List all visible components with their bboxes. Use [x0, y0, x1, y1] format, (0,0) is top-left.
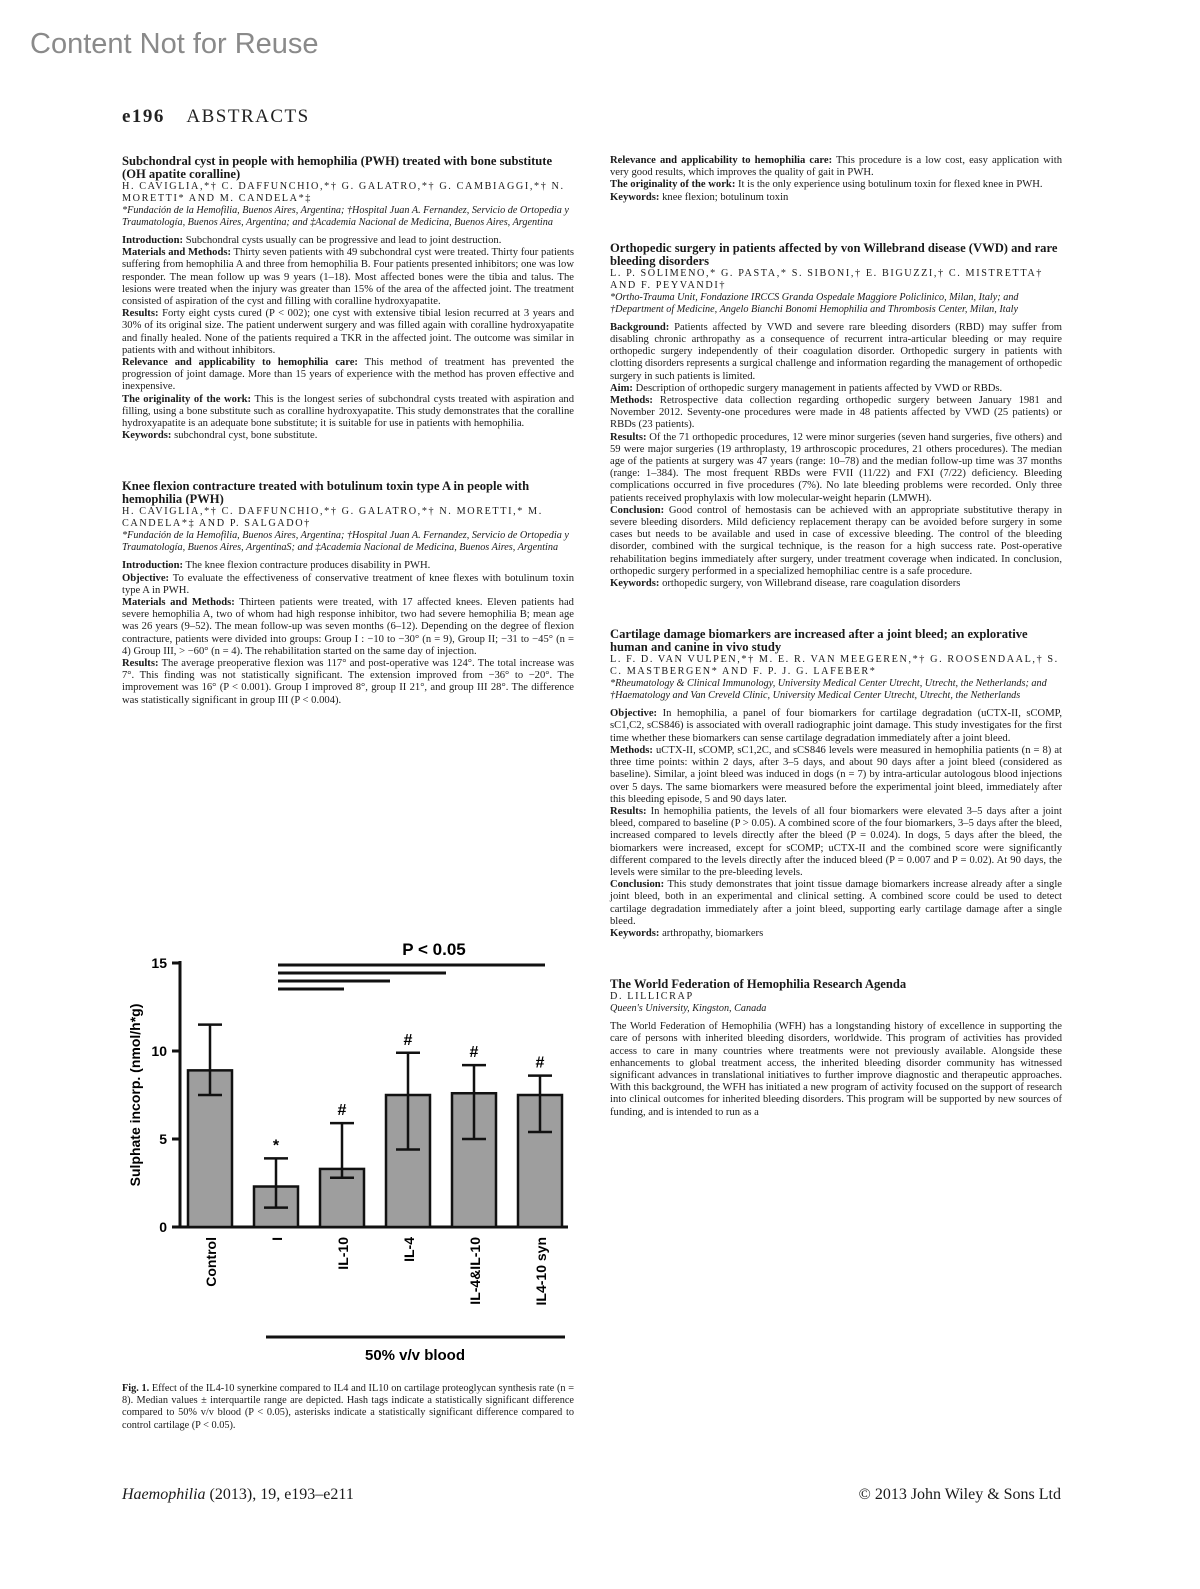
x-tick-label: IL-4 [401, 1237, 417, 1262]
abstract-wfh-research-agenda [610, 978, 1062, 1119]
journal-citation: (2013), 19, e193–e211 [209, 1486, 354, 1503]
significance-marker: # [337, 1102, 347, 1120]
x-tick-label: IL-10 [335, 1237, 351, 1270]
page-header [122, 106, 310, 128]
x-axis-label: 50% v/v blood [364, 1347, 466, 1364]
left-column [122, 155, 574, 707]
abstract-title: Orthopedic surgery in patients affected by von Willebrand disease (VWD) and rare bleeding disorders [610, 240, 1058, 268]
abstract-affiliation: Queen's University, Kingston, Canada [610, 1003, 767, 1015]
caption-label: Fig. 1. [122, 1383, 150, 1394]
section-originality: The originality of the work: This is the longest series of subchondral cysts treated with aspiration and filling, using a bone substitute such as coralline hydroxyapatite. This study demonstrates that the coralline hydroxyapatite is an adequate bone substitute; it is suitable for use in patients with hemophilia. [122, 393, 574, 430]
abstract-affiliation: *Ortho-Trauma Unit, Fondazione IRCCS Granda Ospedale Maggiore Policlinico, Milan, Italy; and †Department of Medicine, Angelo Bianchi Bonomi Hemophilia and Thrombosis Center, Milan, Italy [610, 291, 1019, 315]
abstract-authors: H. CAVIGLIA,*† C. DAFFUNCHIO,*† G. GALATRO,*† N. MORETTI,* M. CANDELA*‡ AND P. SALGADO† [122, 506, 543, 530]
abstract-subchondral-cyst [122, 155, 574, 442]
section-methods: Methods: uCTX-II, sCOMP, sC1,2C, and sCS846 levels were measured in hemophilia patients (n = 8) at three time points: within 2 days, after 3–5 days, and about 90 days after a joint bleed (considered as baseline). Similar, a joint bleed was induced in dogs (n = 7) by intra-articular autologous blood injections over 5 days. The same biomarkers were measured before the experimental joint bleed, immediately after this bleeding episode, 5 and 90 days later. [610, 744, 1062, 805]
abstract-authors: D. LILLICRAP [610, 991, 694, 1003]
abstract-orthopedic-surgery [610, 242, 1062, 590]
x-tick-label: I [269, 1237, 285, 1241]
figure-caption [122, 1383, 574, 1432]
section-aim: Aim: Description of orthopedic surgery management in patients affected by VWD or RBDs. [610, 382, 1003, 394]
section-introduction: Introduction: The knee flexion contracture produces disability in PWH. [122, 560, 431, 572]
y-tick-label: 15 [151, 955, 167, 971]
significance-marker: # [535, 1054, 545, 1072]
abstract-authors: L. P. SOLIMENO,* G. PASTA,* S. SIBONI,† E. BIGUZZI,† C. MISTRETTA† AND F. PEYVANDI† [610, 267, 1043, 291]
section-objective: Objective: In hemophilia, a panel of four biomarkers for cartilage degradation (uCTX-II, sCOMP, sC1,C2, sCS846) is associated with overall radiographic joint damage. This study investigates for the first time whether these biomarkers can sense cartilage degradation immediately after a joint bleed. [610, 708, 1062, 744]
section-keywords: Keywords: subchondral cyst, bone substitute. [122, 430, 318, 442]
abstract-authors: L. F. D. VAN VULPEN,*† M. E. R. VAN MEEGEREN,*† G. ROOSENDAAL,† S. C. MASTBERGEN* AND F. P. J. G. LAFEBER* [610, 654, 1059, 678]
caption-text: Effect of the IL4-10 synerkine compared to IL4 and IL10 on cartilage proteoglycan synthesis rate (n = 8). Median values ± interquartile range are depicted. Hash tags indicate a statistically significant difference compared to 50% v/v blood (P < 0.05), asterisks indicate a statistically significant difference compared to control cartilage (P < 0.05). [122, 1383, 574, 1431]
significance-marker: # [469, 1044, 479, 1062]
section-objective: Objective: To evaluate the effectiveness of conservative treatment of knee flexes with botulinum toxin type A in PWH. [122, 572, 574, 596]
section-background: Background: Patients affected by VWD and severe rare bleeding disorders (RBD) may suffer from disabling chronic arthropathy as a consequence of recurrent intra-articular bleeding or may require orthopedic surgery independently of their coagulation disorder. Orthopedic surgery in patients with clotting disorders represents a surgical challenge and information regarding the management of orthopedic surgery in such patients is limited. [610, 321, 1062, 382]
x-tick-label: IL-4&IL-10 [467, 1237, 483, 1305]
watermark: Content Not for Reuse [30, 28, 319, 60]
x-tick-label: Control [203, 1237, 219, 1287]
section-relevance: Relevance and applicability to hemophilia care: This method of treatment has prevented the progression of joint damage. More than 15 years of experience with the method has proven effective and inexpensive. [122, 357, 574, 393]
y-axis-label: Sulphate incorp. (nmol/h*g) [127, 1003, 143, 1187]
section-results: Results: In hemophilia patients, the levels of all four biomarkers were elevated 3–5 days after a joint bleed, compared to baseline (P > 0.05). A combined score of the four biomarkers, 3–5 days after the bleed, increased compared to levels directly after the bleed (P = 0.024). In dogs, 5 days after the bleed, the biomarkers were increased, except for sCOMP; uCTX-II and the combined score were significantly different compared to the levels directly after the induced bleed (P = 0.007 and P = 0.02). At 90 days, the levels were similar to the pre-bleeding levels. [610, 805, 1062, 878]
section-title: ABSTRACTS [186, 106, 310, 127]
section-keywords: Keywords: arthropathy, biomarkers [610, 927, 764, 939]
figure-bar-chart [122, 935, 577, 1375]
abstract-title: Knee flexion contracture treated with botulinum toxin type A in people with hemophilia (PWH) [122, 479, 530, 507]
section-originality: The originality of the work: It is the only experience using botulinum toxin for flexed knee in PWH. [610, 179, 1043, 191]
section-introduction: Introduction: Subchondral cysts usually can be progressive and lead to joint destruction. [122, 235, 502, 246]
abstract-affiliation: *Fundación de la Hemofilia, Buenos Aires, Argentina; †Hospital Juan A. Fernandez, Servicio de Ortopedia y Traumatología, Buenos Aires, Argentina; and ‡Academia Nacional de Medicina, Buenos Aires, Argentina [122, 205, 569, 228]
abstract-affiliation: *Fundación de la Hemofilia, Buenos Aires, Argentina; †Hospital Juan A. Fernandez, Servicio de Ortopedia y Traumatología, Buenos Aires, ArgentinaS; and ‡Academia Nacional de Medicina, Buenos Aires, Argentina [122, 530, 569, 554]
significance-marker: * [272, 1137, 280, 1155]
section-methods: Materials and Methods: Thirteen patients were treated, with 17 affected knees. Eleven patients had severe hemophilia A, two of whom had high response inhibitor, two had severe hemophilia B; mean age was 26 years (9–52). The mean follow-up was seven months (6–12). Depending on the degree of flexion contracture, patients were divided into groups: Group I : −10 to −30° (n = 9), Group II; −31 to −45° (n = 4) Group III, > −60° (n = 4). The rehabilitation started on the same day of injection. [122, 597, 574, 657]
footer-copyright: © 2013 John Wiley & Sons Ltd [858, 1486, 1061, 1503]
abstract-affiliation: *Rheumatology & Clinical Immunology, University Medical Center Utrecht, Utrecht, the Netherlands; and †Haematology and Van Creveld Clinic, University Medical Center Utrecht, Utrecht, the Netherlands [610, 678, 1047, 702]
footer-citation [122, 1486, 354, 1504]
section-body: The World Federation of Hemophilia (WFH) has a longstanding history of excellence in supporting the care of persons with inherited bleeding disorders, worldwide. This program of activities has provided access to care in many countries where treatments were not previously available. Alongside these enhancements to global treatment access, the inherited bleeding disorder community has witnessed significant advances in translational initiatives to further improve diagnostic and therapeutic approaches. With this background, the WFH has initiated a new program of activity focused on the support of research into clinical outcomes for inherited bleeding disorders. This program will be supported by new sources of funding, and is intended to run as a [610, 1021, 1062, 1118]
significance-label: P < 0.05 [402, 940, 466, 959]
section-methods: Materials and Methods: Thirty seven patients with 49 subchondral cyst were treated. Thirty four patients suffering from hemophilia A and three from hemophilia B. Four patients presented inhibitors; one was low responder. The mean follow up was 9 years (1–18). Most affected bones were the tibia and talus. The lesions were treated when the injury was greater than 15% of the area of the affected joint. The treatment consisted of aspiration of the cyst and filling with coralline hydroxyapatite. [122, 247, 574, 308]
page-number: e196 [122, 106, 165, 127]
chart-svg [122, 935, 577, 1375]
abstract-cartilage-biomarkers [610, 628, 1062, 940]
section-keywords: Keywords: orthopedic surgery, von Willebrand disease, rare coagulation disorders [610, 578, 961, 590]
section-results: Results: Forty eight cysts cured (P < 002); one cyst with extensive tibial lesion recurred at 3 years and 30% of its original size. The patient underwent surgery and was filled again with coralline hydroxyapatite and finally healed. None of the patients required a TKR in the affected joint. The outcome was similar in patients with and without inhibitors. [122, 308, 574, 356]
abstract-title: Cartilage damage biomarkers are increased after a joint bleed; an explorative human and canine in vivo study [610, 627, 1028, 655]
section-conclusion: Conclusion: Good control of hemostasis can be achieved with an appropriate substitutive therapy in severe bleeding disorders. Mild deficiency replacement therapy can be avoided before surgery in some cases but needs to be available and used in case of excessive bleeding. The control of the bleeding disorder, combined with the surgical technique, is the reason for a high success rate. Post-operative rehabilitation begins immediately after surgery, under treatment coverage when indicated. In conclusion, orthopedic surgery performed in a specialized hemophiliac centre is a safe procedure. [610, 504, 1062, 577]
x-tick-label: IL4-10 syn [533, 1237, 549, 1306]
section-results: Results: The average preoperative flexion was 117° and post-operative was 124°. The total increase was 7°. This finding was not statistically significant. The extension improved from −36° to −20°. The improvement was 16° (P < 0.001). Group I improved 8°, group II 21°, and group III 28°. The difference was statistically significant in group III (P < 0.004). [122, 658, 574, 706]
section-relevance: Relevance and applicability to hemophilia care: This procedure is a low cost, easy application with very good results, which improves the quality of gait in PWH. [610, 155, 1062, 179]
abstract-knee-flexion-continued [610, 155, 1062, 204]
section-results: Results: Of the 71 orthopedic procedures, 12 were minor surgeries (seven hand surgeries, five others) and 59 were major surgeries (19 arthroplasty, 19 arthroscopic procedures, 21 others procedures). The median age of the patients at surgery was 47 years (range: 10–78) and the median follow-up time was 37 months (range: 1–384). The most frequent RBDs were FVII (11/22) and FXI (7/22) deficiency. Bleeding complications occurred in five procedures (7%). No late bleeding problems were recorded. Only three patients received prophylaxis with low molecular-weight heparin (LMWH). [610, 431, 1062, 504]
right-column [610, 155, 1062, 1119]
y-tick-label: 5 [159, 1131, 167, 1147]
section-methods: Methods: Retrospective data collection regarding orthopedic surgery between January 1981 and November 2012. Seventy-one procedures were made in 48 patients affected by VWD (25 patients) or RBDs (23 patients). [610, 395, 1062, 431]
abstract-authors: H. CAVIGLIA,*† C. DAFFUNCHIO,*† G. GALATRO,*† G. CAMBIAGGI,*† N. MORETTI* AND M. CANDELA*‡ [122, 181, 565, 204]
abstract-knee-flexion [122, 480, 574, 706]
y-tick-label: 0 [159, 1219, 167, 1235]
journal-name: Haemophilia [122, 1486, 206, 1503]
section-keywords: Keywords: knee flexion; botulinum toxin [610, 191, 789, 203]
abstract-title: The World Federation of Hemophilia Research Agenda [610, 977, 907, 992]
abstract-title: Subchondral cyst in people with hemophilia (PWH) treated with bone substitute (OH apatite coralline) [122, 154, 553, 181]
significance-marker: # [403, 1031, 413, 1049]
section-conclusion: Conclusion: This study demonstrates that joint tissue damage biomarkers increase already after a single joint bleed, both in an experimental and clinical setting. A combined score could be used to detect cartilage degradation immediately after a joint bleed, supporting early cartilage damage after a single bleed. [610, 879, 1062, 927]
y-tick-label: 10 [151, 1043, 167, 1059]
